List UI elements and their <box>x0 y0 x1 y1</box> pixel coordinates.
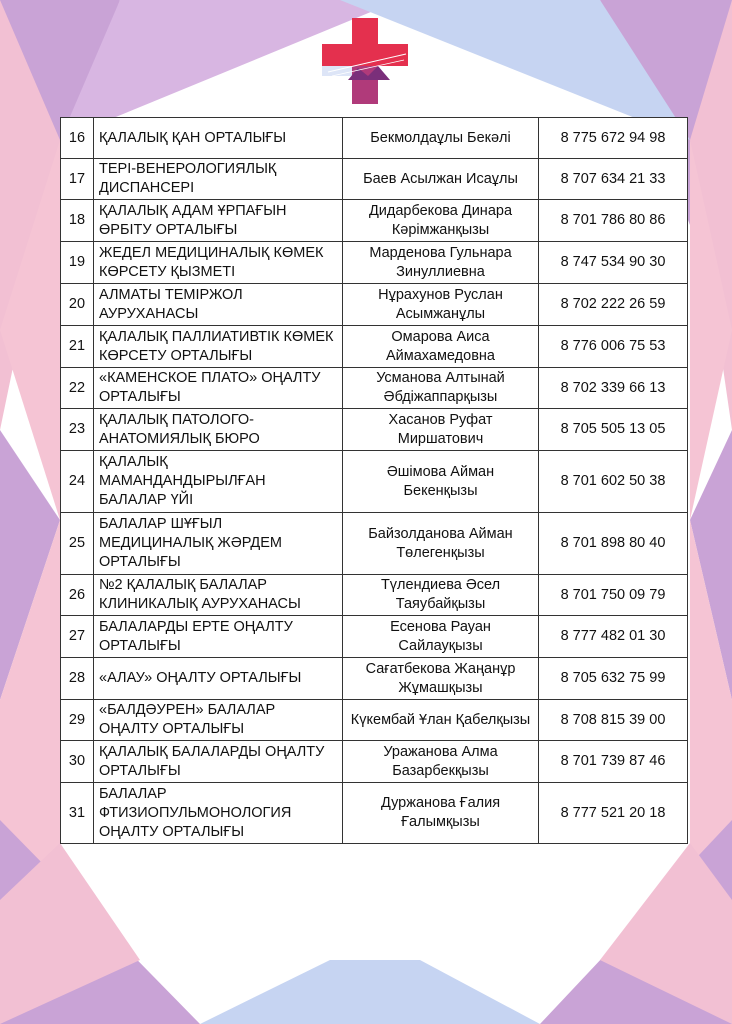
table-row <box>61 658 688 700</box>
organization-name: ҚАЛАЛЫҚ ПАЛЛИАТИВТІК КӨМЕК КӨРСЕТУ ОРТАЛЫҒЫ <box>94 326 343 368</box>
phone-number: 8 777 482 01 30 <box>539 616 688 658</box>
organization-name: ҚАЛАЛЫҚ ҚАН ОРТАЛЫҒЫ <box>94 118 343 159</box>
phone-number: 8 705 505 13 05 <box>539 409 688 451</box>
organization-name: «АЛАУ» ОҢАЛТУ ОРТАЛЫҒЫ <box>94 658 343 700</box>
row-number: 20 <box>61 284 94 326</box>
table-row <box>61 368 688 409</box>
organization-name: ҚАЛАЛЫҚ МАМАНДАНДЫРЫЛҒАН БАЛАЛАР ҮЙІ <box>94 451 343 513</box>
table-row <box>61 118 688 159</box>
table-row <box>61 741 688 783</box>
row-number: 31 <box>61 783 94 844</box>
row-number: 27 <box>61 616 94 658</box>
row-number: 25 <box>61 513 94 575</box>
table-row <box>61 700 688 741</box>
table-row <box>61 159 688 200</box>
organization-name: ТЕРІ-ВЕНЕРОЛОГИЯЛЫҚ ДИСПАНСЕРІ <box>94 159 343 200</box>
row-number: 22 <box>61 368 94 409</box>
phone-number: 8 701 750 09 79 <box>539 575 688 616</box>
organization-name: ЖЕДЕЛ МЕДИЦИНАЛЫҚ КӨМЕК КӨРСЕТУ ҚЫЗМЕТІ <box>94 242 343 284</box>
table-row <box>61 513 688 575</box>
row-number: 17 <box>61 159 94 200</box>
phone-number: 8 707 634 21 33 <box>539 159 688 200</box>
organization-name: «БАЛДӘУРЕН» БАЛАЛАР ОҢАЛТУ ОРТАЛЫҒЫ <box>94 700 343 741</box>
head-name: Күкембай Ұлан Қабелқызы <box>343 700 539 741</box>
phone-number: 8 775 672 94 98 <box>539 118 688 159</box>
head-name: Хасанов Руфат Миршатович <box>343 409 539 451</box>
table-row <box>61 200 688 242</box>
medical-cross-logo <box>318 14 414 110</box>
table-row <box>61 575 688 616</box>
phone-number: 8 701 602 50 38 <box>539 451 688 513</box>
head-name: Әшімова Айман Бекенқызы <box>343 451 539 513</box>
table-row <box>61 451 688 513</box>
row-number: 18 <box>61 200 94 242</box>
row-number: 19 <box>61 242 94 284</box>
head-name: Омарова Аиса Аймахамедовна <box>343 326 539 368</box>
head-name: Баев Асылжан Исаұлы <box>343 159 539 200</box>
row-number: 16 <box>61 118 94 159</box>
table-row <box>61 616 688 658</box>
organization-name: №2 ҚАЛАЛЫҚ БАЛАЛАР КЛИНИКАЛЫҚ АУРУХАНАСЫ <box>94 575 343 616</box>
phone-number: 8 777 521 20 18 <box>539 783 688 844</box>
contacts-table <box>60 117 688 844</box>
row-number: 29 <box>61 700 94 741</box>
phone-number: 8 708 815 39 00 <box>539 700 688 741</box>
organization-name: БАЛАЛАРДЫ ЕРТЕ ОҢАЛТУ ОРТАЛЫҒЫ <box>94 616 343 658</box>
organization-name: БАЛАЛАР ШҰҒЫЛ МЕДИЦИНАЛЫҚ ЖӘРДЕМ ОРТАЛЫҒЫ <box>94 513 343 575</box>
table-row <box>61 409 688 451</box>
organization-name: ҚАЛАЛЫҚ АДАМ ҰРПАҒЫН ӨРБІТУ ОРТАЛЫҒЫ <box>94 200 343 242</box>
head-name: Бекмолдаұлы Бекәлі <box>343 118 539 159</box>
head-name: Нұрахунов Руслан Асымжанұлы <box>343 284 539 326</box>
phone-number: 8 701 786 80 86 <box>539 200 688 242</box>
table-row <box>61 783 688 844</box>
head-name: Дуржанова Ғалия Ғалымқызы <box>343 783 539 844</box>
table-row <box>61 242 688 284</box>
phone-number: 8 776 006 75 53 <box>539 326 688 368</box>
phone-number: 8 702 222 26 59 <box>539 284 688 326</box>
phone-number: 8 702 339 66 13 <box>539 368 688 409</box>
head-name: Түлендиева Әсел Таяубайқызы <box>343 575 539 616</box>
row-number: 26 <box>61 575 94 616</box>
phone-number: 8 705 632 75 99 <box>539 658 688 700</box>
row-number: 23 <box>61 409 94 451</box>
phone-number: 8 747 534 90 30 <box>539 242 688 284</box>
phone-number: 8 701 739 87 46 <box>539 741 688 783</box>
head-name: Марденова Гульнара Зинуллиевна <box>343 242 539 284</box>
organization-name: АЛМАТЫ ТЕМІРЖОЛ АУРУХАНАСЫ <box>94 284 343 326</box>
head-name: Дидарбекова Динара Кәрімжанқызы <box>343 200 539 242</box>
head-name: Уражанова Алма Базарбекқызы <box>343 741 539 783</box>
table-row <box>61 284 688 326</box>
organization-name: ҚАЛАЛЫҚ ПАТОЛОГО-АНАТОМИЯЛЫҚ БЮРО <box>94 409 343 451</box>
row-number: 24 <box>61 451 94 513</box>
head-name: Есенова Рауан Сайлауқызы <box>343 616 539 658</box>
row-number: 28 <box>61 658 94 700</box>
head-name: Сағатбекова Жаңанұр Жұмашқызы <box>343 658 539 700</box>
row-number: 21 <box>61 326 94 368</box>
head-name: Усманова Алтынай Әбдіжаппарқызы <box>343 368 539 409</box>
row-number: 30 <box>61 741 94 783</box>
head-name: Байзолданова Айман Төлегенқызы <box>343 513 539 575</box>
organization-name: ҚАЛАЛЫҚ БАЛАЛАРДЫ ОҢАЛТУ ОРТАЛЫҒЫ <box>94 741 343 783</box>
organization-name: «КАМЕНСКОЕ ПЛАТО» ОҢАЛТУ ОРТАЛЫҒЫ <box>94 368 343 409</box>
phone-number: 8 701 898 80 40 <box>539 513 688 575</box>
table-row <box>61 326 688 368</box>
organization-name: БАЛАЛАР ФТИЗИОПУЛЬМОНОЛОГИЯ ОҢАЛТУ ОРТАЛЫҒЫ <box>94 783 343 844</box>
